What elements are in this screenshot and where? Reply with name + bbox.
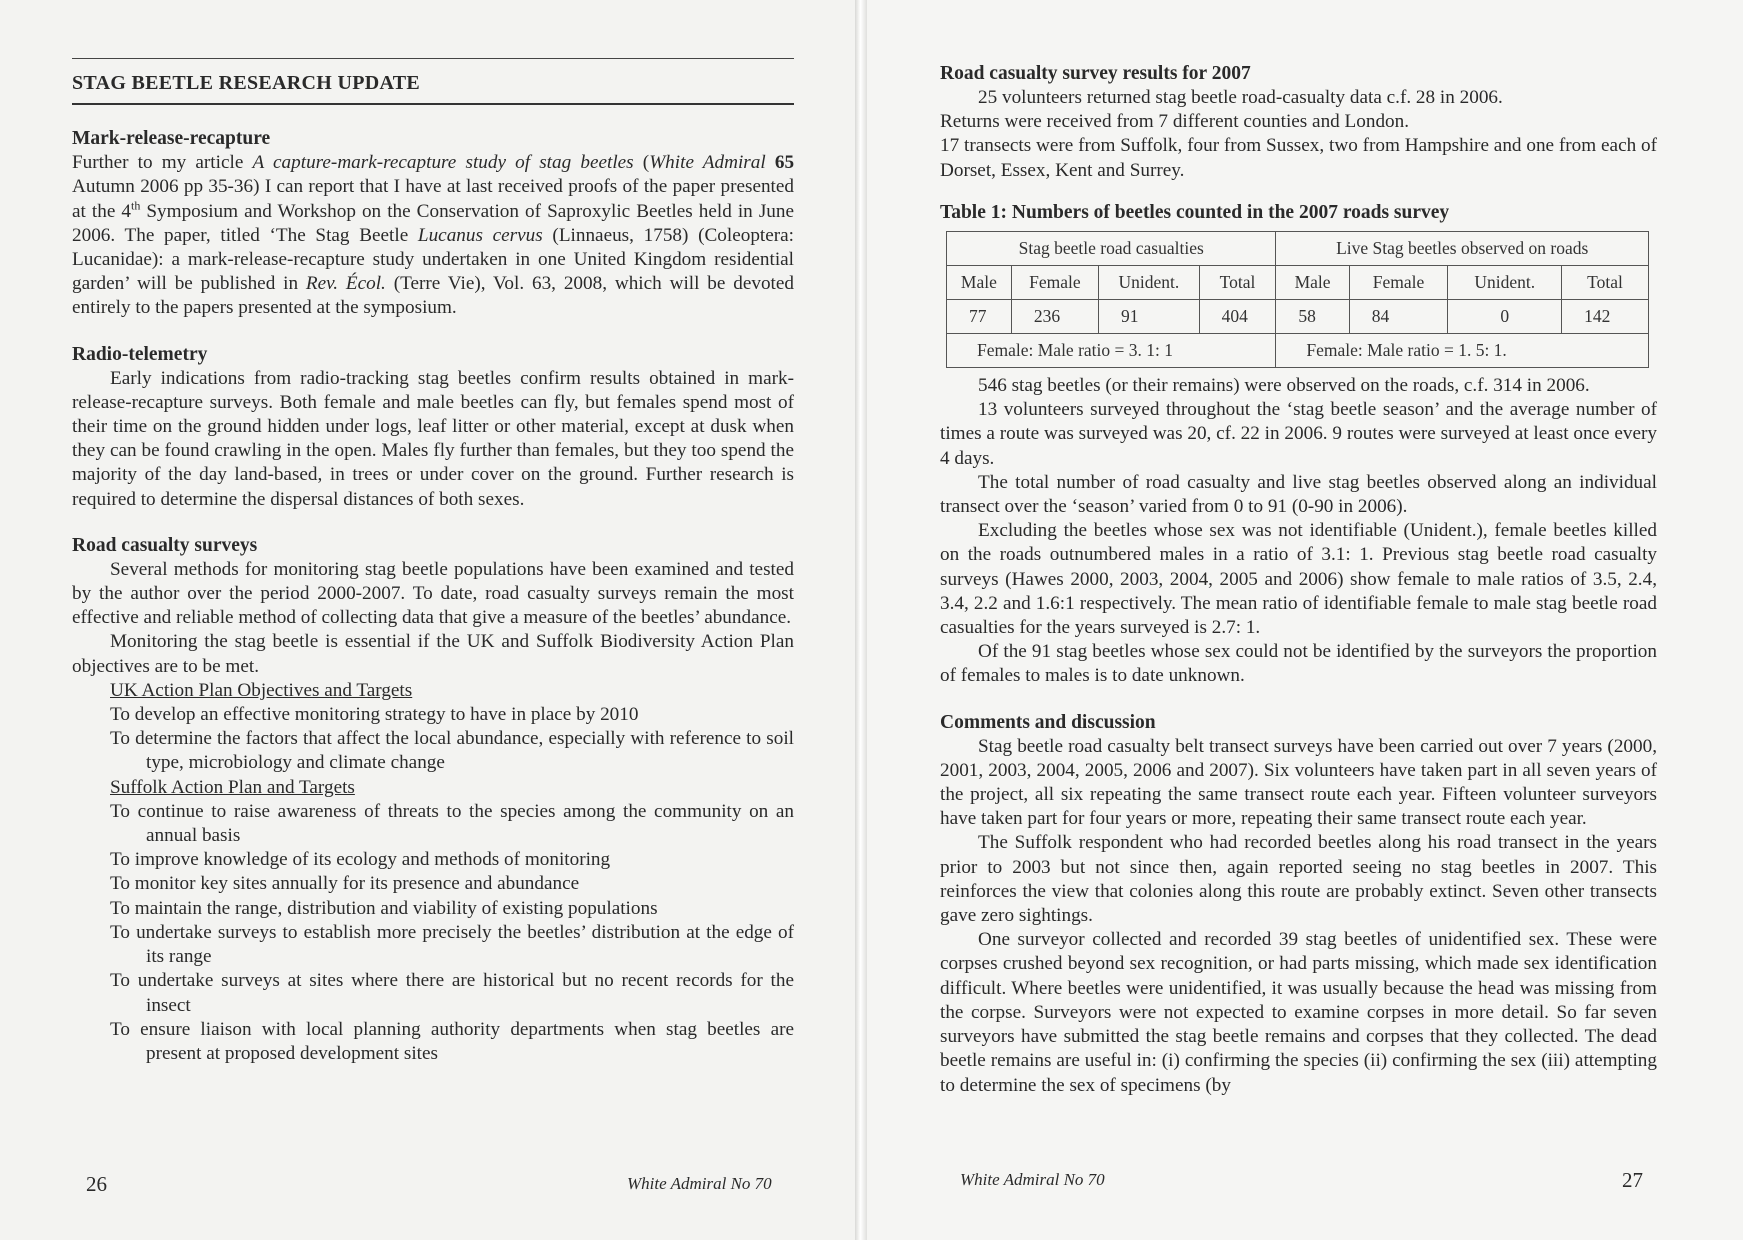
left-column — [72, 58, 794, 1066]
column-header: Female — [1349, 266, 1448, 300]
uk-plan-item: To determine the factors that affect the local abundance, especially with reference to soil type, microbiology and climate change — [110, 728, 794, 774]
table-cell: 142 — [1562, 300, 1649, 334]
table-group-row — [947, 232, 1649, 266]
table-cell: 84 — [1349, 300, 1448, 334]
road-paragraph-1: Several methods for monitoring stag beetle populations have been examined and tested by the author over the period 2000-2007. To date, road casualty surveys remain the most effective and reliable method of collecting data that give a measure of the beetles’ abundance. — [72, 558, 794, 629]
suffolk-plan-item: To undertake surveys at sites where there are historical but no recent records for the insect — [110, 970, 794, 1016]
results-paragraph-2: Returns were received from 7 different counties and London. — [940, 111, 1410, 133]
results-paragraph-1: 25 volunteers returned stag beetle road-casualty data c.f. 28 in 2006. — [978, 87, 1503, 108]
table-cell: 236 — [1011, 300, 1098, 334]
section-heading-mrr: Mark-release-recapture — [72, 128, 271, 150]
section-heading-road-surveys: Road casualty surveys — [72, 534, 258, 556]
comments-paragraph: Stag beetle road casualty belt transect surveys have been carried out over 7 years (2000, 2001, 2003, 2004, 2005, 2006 and 2007). Six volunteers have taken part in all seven years of the project, all six repeating the same transect route each year. Fifteen volunteer surveyors have taken part for four years or more, repeating their same transect route each year. — [940, 735, 1657, 830]
table-caption: Table 1: Numbers of beetles counted in the 2007 roads survey — [940, 201, 1450, 223]
running-header: STAG BEETLE RESEARCH UPDATE — [72, 59, 794, 105]
uk-plan-heading: UK Action Plan Objectives and Targets — [110, 679, 413, 701]
road-paragraph-2: Monitoring the stag beetle is essential if the UK and Suffolk Biodiversity Action Plan objectives are to be met. — [72, 631, 794, 677]
footer-journal-left: White Admiral No 70 — [627, 1174, 772, 1193]
table-cell: 91 — [1099, 300, 1200, 334]
page-number-right: 27 — [1622, 1168, 1643, 1192]
table-ratio-row — [947, 334, 1649, 368]
suffolk-plan-item: To continue to raise awareness of threats to the species among the community on an annual basis — [110, 800, 794, 847]
group-header-live: Live Stag beetles observed on roads — [1276, 232, 1649, 266]
table-cell: 0 — [1448, 300, 1562, 334]
results-paragraph: 546 stag beetles (or their remains) were observed on the roads, c.f. 314 in 2006. — [978, 375, 1590, 397]
column-header: Male — [1276, 266, 1349, 300]
section-heading-comments: Comments and discussion — [940, 711, 1156, 733]
table-header-row — [947, 266, 1649, 300]
ratio-live: Female: Male ratio = 1. 5: 1. — [1276, 334, 1649, 368]
suffolk-plan-item: To ensure liaison with local planning authority departments when stag beetles are present at proposed development sites — [110, 1018, 794, 1064]
results-paragraph-3: 17 transects were from Suffolk, four from Sussex, two from Hampshire and one from each of Dorset, Essex, Kent and Surrey. — [940, 135, 1657, 181]
table-cell: 77 — [947, 300, 1012, 334]
section-heading-results: Road casualty survey results for 2007 — [940, 63, 1251, 84]
footer-journal-right: White Admiral No 70 — [960, 1170, 1105, 1189]
column-header: Total — [1562, 266, 1649, 300]
column-header: Male — [947, 266, 1012, 300]
suffolk-plan-item: To monitor key sites annually for its presence and abundance — [110, 873, 580, 895]
column-header: Unident. — [1448, 266, 1562, 300]
results-paragraph: 13 volunteers surveyed throughout the ‘stag beetle season’ and the average number of times a route was surveyed was 20, cf. 22 in 2006. 9 routes were surveyed at least once every 4 days. — [940, 399, 1657, 469]
results-paragraph: The total number of road casualty and live stag beetles observed along an individual transect over the ‘season’ varied from 0 to 91 (0-90 in 2006). — [940, 471, 1657, 518]
table-cell: 58 — [1276, 300, 1349, 334]
comments-paragraph: The Suffolk respondent who had recorded beetles along his road transect in the years prior to 2003 but not since then, again reported seeing no stag beetles in 2007. This reinforces the view that colonies along this route are probably extinct. Seven other transects gave zero sightings. — [940, 832, 1657, 927]
group-header-casualties: Stag beetle road casualties — [947, 232, 1276, 266]
suffolk-plan-heading: Suffolk Action Plan and Targets — [110, 776, 355, 798]
table-row — [947, 300, 1649, 334]
mrr-paragraph: Further to my article A capture-mark-recapture study of stag beetles (White Admiral 65 Autumn 2006 pp 35-36) I can report that I have at last received proofs of the paper presented at the 4th Symposium and Workshop on the Conservation of Saproxylic Beetles held in June 2006. The paper, titled ‘The Stag Beetle Lucanus cervus (Linnaeus, 1758) (Coleoptera: Lucanidae): a mark-release-recapture study undertaken in one United Kingdom residential garden’ will be published in Rev. Écol. (Terre Vie), Vol. 63, 2008, which will be devoted entirely to the papers presented at the symposium. — [72, 152, 795, 319]
suffolk-plan-item: To improve knowledge of its ecology and methods of monitoring — [110, 849, 611, 871]
right-column — [940, 62, 1657, 1098]
radio-paragraph: Early indications from radio-tracking stag beetles confirm results obtained in mark-release-recapture surveys. Both female and male beetles can fly, but females spend most of their time on the ground hidden under logs, leaf litter or other material, except at dusk when they can be found crawling in the open. Males fly further than females, but they too spend the majority of the day land-based, in trees or under cover on the ground. Further research is required to determine the dispersal distances of both sexes. — [72, 367, 794, 510]
section-heading-radio: Radio-telemetry — [72, 343, 208, 365]
uk-plan-item: To develop an effective monitoring strategy to have in place by 2010 — [110, 704, 639, 726]
ratio-casualties: Female: Male ratio = 3. 1: 1 — [947, 334, 1276, 368]
table-cell: 404 — [1199, 300, 1276, 334]
column-header: Female — [1011, 266, 1098, 300]
beetle-count-table — [946, 231, 1649, 368]
suffolk-plan-item: To maintain the range, distribution and viability of existing populations — [110, 897, 658, 919]
column-header: Unident. — [1099, 266, 1200, 300]
comments-paragraph: One surveyor collected and recorded 39 stag beetles of unidentified sex. These were corpses crushed beyond sex recognition, or had parts missing, which made sex identification difficult. Where beetles were unidentified, it was usually because the head was missing from the corpse. Surveyors were not expected to examine corpses in more detail. So far seven surveyors have submitted the stag beetle remains and corpses that they collected. The dead beetle remains are useful in: (i) confirming the species (ii) confirming the sex (iii) attempting to determine the sex of specimens (by — [940, 929, 1657, 1096]
book-gutter — [855, 0, 867, 1240]
page-number-left: 26 — [86, 1172, 107, 1196]
column-header: Total — [1199, 266, 1276, 300]
results-paragraph: Excluding the beetles whose sex was not identifiable (Unident.), female beetles killed on the roads outnumbered males in a ratio of 3.1: 1. Previous stag beetle road casualty surveys (Hawes 2000, 2003, 2004, 2005 and 2006) show female to male ratios of 3.5, 2.4, 3.4, 2.2 and 1.6:1 respectively. The mean ratio of identifiable female to male stag beetle road casualties for the years surveyed is 2.7: 1. — [940, 520, 1657, 639]
results-paragraph: Of the 91 stag beetles whose sex could not be identified by the surveyors the proportion of females to males is to date unknown. — [940, 641, 1657, 687]
suffolk-plan-item: To undertake surveys to establish more precisely the beetles’ distribution at the edge of its range — [110, 921, 794, 968]
